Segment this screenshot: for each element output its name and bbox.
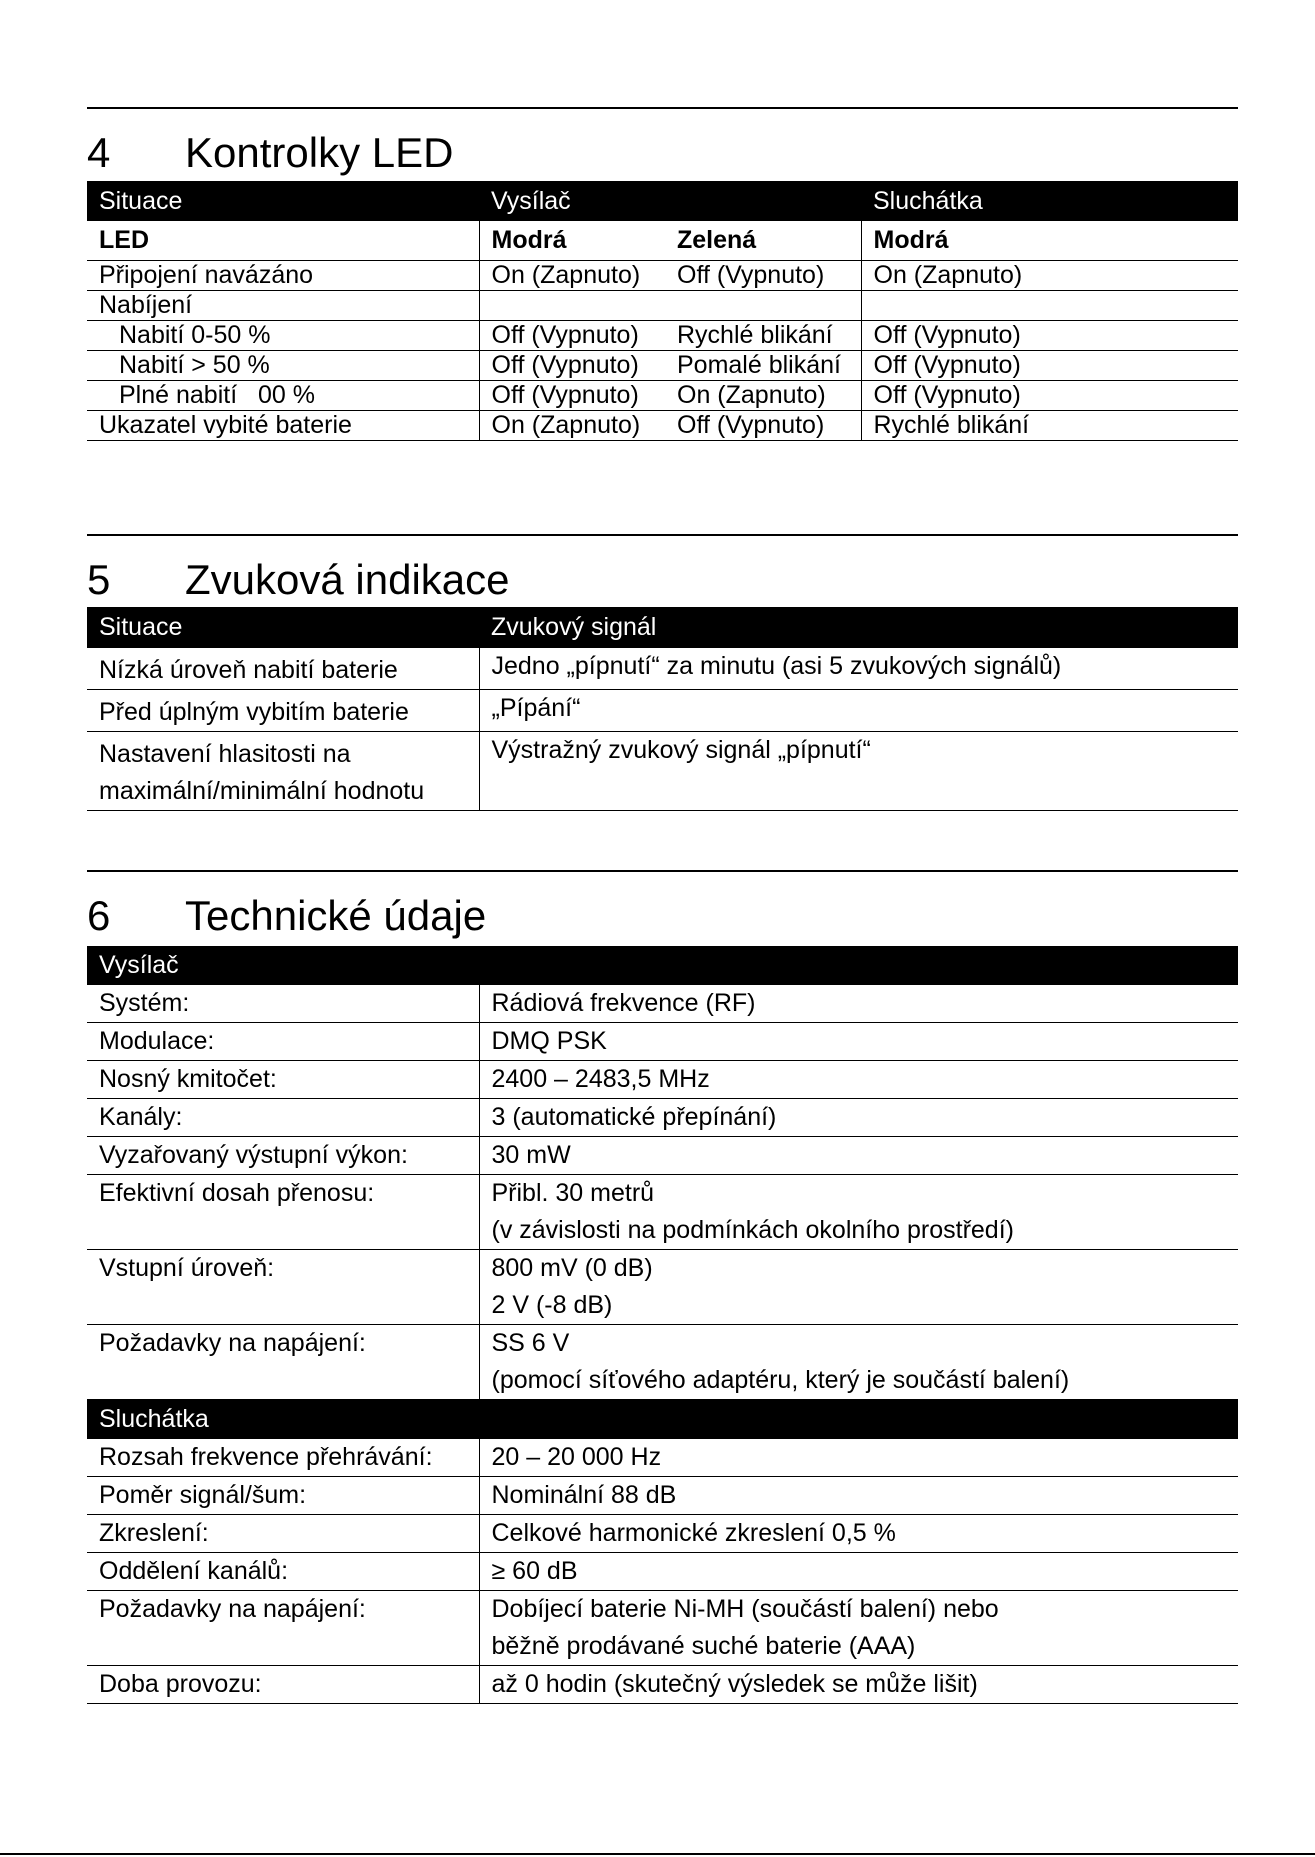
table-row xyxy=(87,732,1238,811)
table-cell: On (Zapnuto) xyxy=(861,260,1238,290)
table-cell: Rozsah frekvence přehrávání: xyxy=(87,1439,479,1477)
table-cell xyxy=(87,690,479,732)
table-row xyxy=(87,1061,1238,1099)
table-row xyxy=(87,1250,1238,1325)
table-cell xyxy=(479,1665,1238,1703)
table-cell xyxy=(479,1439,1238,1477)
cell-line: Celkové harmonické zkreslení 0,5 % xyxy=(491,1518,896,1547)
cell-line: Nastavení hlasitosti na xyxy=(99,740,351,768)
table-cell: Plné nabití 00 % xyxy=(87,380,479,410)
table-row xyxy=(87,380,1238,410)
table-cell xyxy=(479,1023,1238,1061)
section-title xyxy=(87,556,510,604)
cell-line: 2400 – 2483,5 MHz xyxy=(491,1065,710,1093)
table-cell: Poměr signál/šum: xyxy=(87,1476,479,1514)
cell-line: maximální/minimální hodnotu xyxy=(99,777,425,805)
table-header-row xyxy=(87,1400,1238,1439)
table-row xyxy=(87,290,1238,320)
table-cell xyxy=(479,1325,1238,1400)
section-rule xyxy=(87,870,1238,872)
table-row xyxy=(87,1665,1238,1703)
cell-line: Dobíjecí baterie Ni-MH (součástí balení) nebo xyxy=(491,1594,999,1623)
table-cell: Nabití > 50 % xyxy=(87,350,479,380)
cell-line: (pomocí síťového adaptéru, který je součástí balení) xyxy=(491,1366,1070,1394)
table-cell: On (Zapnuto) xyxy=(479,260,665,290)
subheader-cell: Modrá xyxy=(861,221,1238,260)
header-cell: Vysílač xyxy=(479,181,861,221)
subheader-cell: Zelená xyxy=(665,221,861,260)
table-cell xyxy=(87,648,479,690)
table-row xyxy=(87,260,1238,290)
cell-line: SS 6 V xyxy=(491,1329,570,1357)
table-row xyxy=(87,410,1238,440)
section-title xyxy=(87,892,486,940)
section-heading: Zvuková indikace xyxy=(185,556,510,603)
table-cell xyxy=(479,1514,1238,1552)
section-number: 4 xyxy=(87,129,111,176)
table-cell xyxy=(479,1099,1238,1137)
table-cell: Ukazatel vybité baterie xyxy=(87,410,479,440)
table-header-row xyxy=(87,946,1238,985)
header-cell: Situace xyxy=(87,607,479,648)
table-cell: Off (Vypnuto) xyxy=(479,320,665,350)
table-row xyxy=(87,985,1238,1023)
section-rule xyxy=(87,107,1238,109)
header-cell: Sluchátka xyxy=(861,181,1238,221)
table-row xyxy=(87,1325,1238,1400)
table-row xyxy=(87,1552,1238,1590)
cell-line: ≥ 60 dB xyxy=(491,1556,578,1585)
table-cell: Off (Vypnuto) xyxy=(861,320,1238,350)
table-row xyxy=(87,1175,1238,1250)
table-cell: Off (Vypnuto) xyxy=(665,260,861,290)
table-cell: Rychlé blikání xyxy=(665,320,861,350)
table-cell xyxy=(87,732,479,811)
table-cell xyxy=(479,1250,1238,1325)
table-row xyxy=(87,1439,1238,1477)
table-cell: Jedno „pípnutí“ za minutu (asi 5 zvukových signálů) xyxy=(479,648,1238,690)
table-cell: Off (Vypnuto) xyxy=(479,380,665,410)
section-rule xyxy=(87,534,1238,536)
cell-line: až 0 hodin (skutečný výsledek se může lišit) xyxy=(491,1669,978,1698)
table-cell: Zkreslení: xyxy=(87,1514,479,1552)
table-cell: Vyzařovaný výstupní výkon: xyxy=(87,1137,479,1175)
cell-line: 30 mW xyxy=(491,1141,571,1169)
table-cell: On (Zapnuto) xyxy=(479,410,665,440)
table-cell: Nabití 0-50 % xyxy=(87,320,479,350)
table-cell xyxy=(479,1590,1238,1665)
cell-line: 800 mV (0 dB) xyxy=(491,1254,653,1282)
section-number: 6 xyxy=(87,892,111,939)
table-row xyxy=(87,1137,1238,1175)
table-row xyxy=(87,1023,1238,1061)
table-cell xyxy=(479,1476,1238,1514)
cell-line: 20 – 20 000 Hz xyxy=(491,1442,662,1471)
table-cell: On (Zapnuto) xyxy=(665,380,861,410)
table-cell: Nosný kmitočet: xyxy=(87,1061,479,1099)
cell-line: Rádiová frekvence (RF) xyxy=(491,989,756,1017)
table-cell: Pomalé blikání xyxy=(665,350,861,380)
table-cell: Požadavky na napájení: xyxy=(87,1590,479,1665)
table-cell: Off (Vypnuto) xyxy=(861,380,1238,410)
table-cell: Efektivní dosah přenosu: xyxy=(87,1175,479,1250)
header-cell: Zvukový signál xyxy=(479,607,1238,648)
table-cell: Vstupní úroveň: xyxy=(87,1250,479,1325)
table-cell: Modulace: xyxy=(87,1023,479,1061)
cell-line: 2 V (-8 dB) xyxy=(491,1291,613,1319)
table-cell xyxy=(479,1137,1238,1175)
cell-line: 3 (automatické přepínání) xyxy=(491,1103,777,1131)
header-cell: Sluchátka xyxy=(87,1400,1238,1439)
table-cell xyxy=(479,1552,1238,1590)
subheader-cell: LED xyxy=(87,221,479,260)
table-row xyxy=(87,320,1238,350)
table-cell: Požadavky na napájení: xyxy=(87,1325,479,1400)
section-heading: Kontrolky LED xyxy=(185,129,454,176)
footer-rule xyxy=(0,1853,1315,1855)
table-cell xyxy=(479,290,665,320)
header-cell: Vysílač xyxy=(87,946,1238,985)
sound-table xyxy=(87,607,1238,811)
table-subheader-row xyxy=(87,221,1238,260)
table-row xyxy=(87,350,1238,380)
cell-line: Přibl. 30 metrů xyxy=(491,1179,655,1207)
cell-line: běžně prodávané suché baterie (AAA) xyxy=(491,1631,916,1660)
table-cell: Off (Vypnuto) xyxy=(665,410,861,440)
led-table xyxy=(87,181,1238,441)
header-cell: Situace xyxy=(87,181,479,221)
cell-line: DMQ PSK xyxy=(491,1027,607,1055)
table-cell xyxy=(479,1061,1238,1099)
cell-line: Nominální 88 dB xyxy=(491,1480,677,1509)
table-cell: Systém: xyxy=(87,985,479,1023)
table-cell: Off (Vypnuto) xyxy=(861,350,1238,380)
table-cell: Připojení navázáno xyxy=(87,260,479,290)
table-cell xyxy=(861,290,1238,320)
table-header-row xyxy=(87,181,1238,221)
table-cell: Oddělení kanálů: xyxy=(87,1552,479,1590)
table-cell: Rychlé blikání xyxy=(861,410,1238,440)
subheader-cell: Modrá xyxy=(479,221,665,260)
table-row xyxy=(87,1099,1238,1137)
table-row xyxy=(87,690,1238,732)
table-cell xyxy=(479,1175,1238,1250)
table-cell: Doba provozu: xyxy=(87,1665,479,1703)
section-title xyxy=(87,129,453,177)
table-row xyxy=(87,1514,1238,1552)
cell-line: Před úplným vybitím baterie xyxy=(99,698,409,726)
section-heading: Technické údaje xyxy=(185,892,487,939)
table-cell xyxy=(479,985,1238,1023)
cell-line: (v závislosti na podmínkách okolního prostředí) xyxy=(491,1216,1014,1244)
table-row xyxy=(87,1590,1238,1665)
table-cell xyxy=(665,290,861,320)
tech-table xyxy=(87,946,1238,1704)
section-number: 5 xyxy=(87,556,111,603)
table-row xyxy=(87,1476,1238,1514)
table-row xyxy=(87,648,1238,690)
table-cell: Off (Vypnuto) xyxy=(479,350,665,380)
table-cell: „Pípání“ xyxy=(479,690,1238,732)
table-cell: Výstražný zvukový signál „pípnutí“ xyxy=(479,732,1238,811)
table-header-row xyxy=(87,607,1238,648)
table-cell: Kanály: xyxy=(87,1099,479,1137)
cell-line: Nízká úroveň nabití baterie xyxy=(99,656,398,684)
table-cell: Nabíjení xyxy=(87,290,479,320)
